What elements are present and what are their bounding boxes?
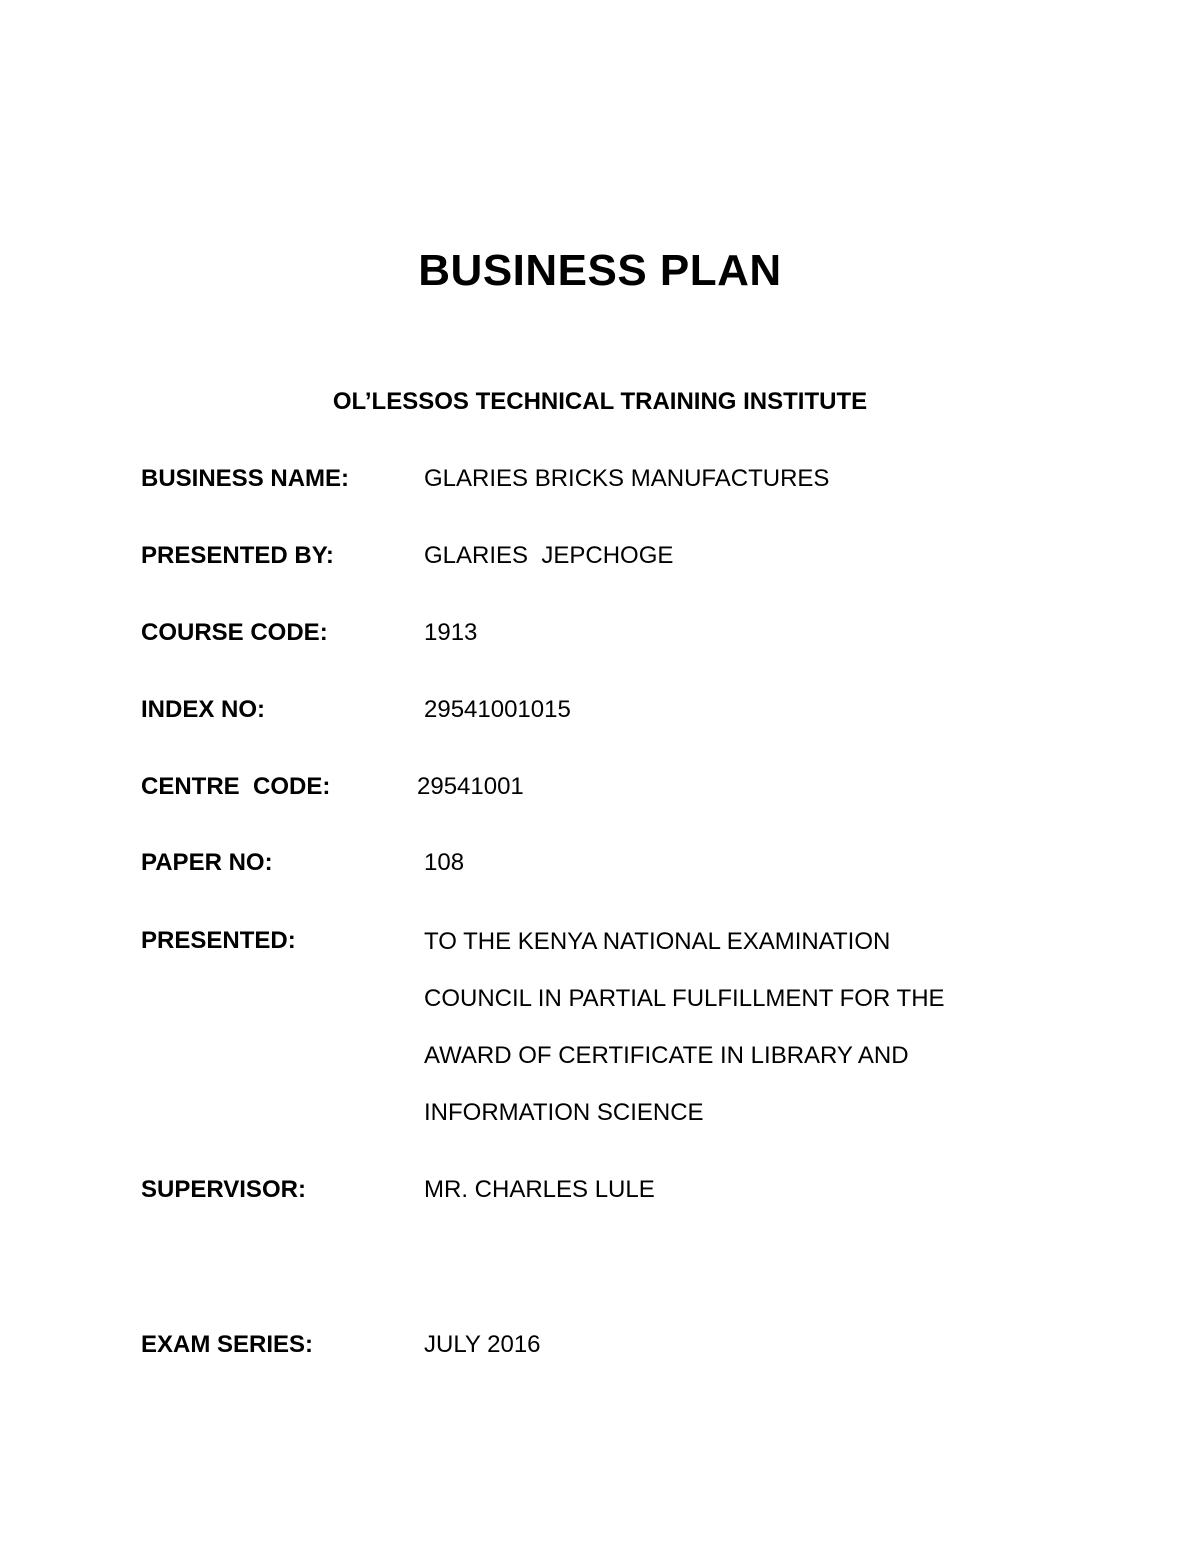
presented-line: TO THE KENYA NATIONAL EXAMINATION bbox=[424, 928, 891, 955]
index-no-value: 29541001015 bbox=[424, 696, 571, 723]
presented-line: INFORMATION SCIENCE bbox=[424, 1099, 704, 1126]
presented-line: COUNCIL IN PARTIAL FULFILLMENT FOR THE bbox=[424, 985, 945, 1012]
supervisor-value: MR. CHARLES LULE bbox=[424, 1176, 655, 1203]
centre-code-label: CENTRE CODE: bbox=[141, 773, 331, 800]
paper-no-value: 108 bbox=[424, 849, 465, 876]
presented-line: AWARD OF CERTIFICATE IN LIBRARY AND bbox=[424, 1042, 909, 1069]
course-code-value: 1913 bbox=[424, 619, 478, 646]
business-name-value: GLARIES BRICKS MANUFACTURES bbox=[424, 465, 830, 492]
paper-no-label: PAPER NO: bbox=[141, 849, 273, 876]
index-no-label: INDEX NO: bbox=[141, 696, 266, 723]
presented-label: PRESENTED: bbox=[141, 927, 296, 954]
supervisor-label: SUPERVISOR: bbox=[141, 1176, 306, 1203]
exam-series-label: EXAM SERIES: bbox=[141, 1331, 314, 1358]
business-name-label: BUSINESS NAME: bbox=[141, 465, 350, 492]
centre-code-value: 29541001 bbox=[417, 773, 524, 800]
institute-name: OL’LESSOS TECHNICAL TRAINING INSTITUTE bbox=[332, 388, 868, 415]
exam-series-value: JULY 2016 bbox=[424, 1331, 541, 1358]
course-code-label: COURSE CODE: bbox=[141, 619, 328, 646]
presented-value bbox=[424, 913, 1024, 1141]
document-title: BUSINESS PLAN bbox=[418, 246, 782, 295]
presented-by-value: GLARIES JEPCHOGE bbox=[424, 542, 674, 569]
presented-by-label: PRESENTED BY: bbox=[141, 542, 334, 569]
